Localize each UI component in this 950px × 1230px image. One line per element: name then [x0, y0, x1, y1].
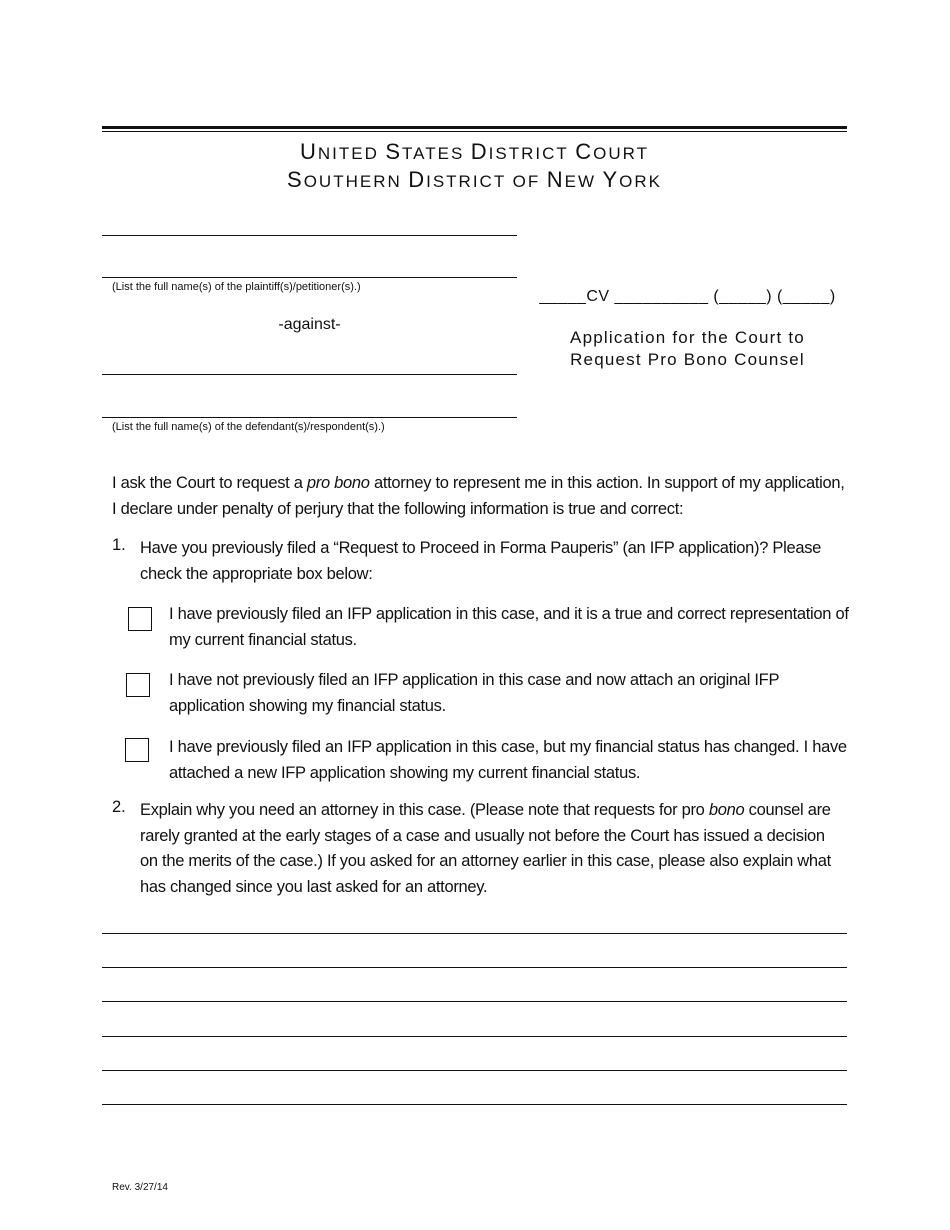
intro-paragraph — [112, 471, 847, 522]
defendant-name-line-1[interactable] — [102, 374, 517, 375]
answer-line-2[interactable] — [102, 967, 847, 968]
ifp-option-2-label: I have not previously filed an IFP application in this case and now attach an original IFP application showing my financial status. — [169, 671, 779, 715]
question-2-text-start: Explain why you need an attorney in this case. (Please note that requests for pro — [140, 801, 709, 819]
against-label: -against- — [278, 316, 341, 333]
question-1-number: 1. — [112, 536, 126, 554]
ifp-option-3-checkbox[interactable] — [125, 738, 149, 762]
intro-text-end: attorney to represent me in this action. In support of my application, I declare under penalty of perjury that the following information is true and correct: — [112, 474, 845, 518]
answer-line-5[interactable] — [102, 1070, 847, 1071]
answer-line-3[interactable] — [102, 1001, 847, 1002]
header-double-rule-thin — [102, 131, 847, 132]
ifp-option-1-checkbox[interactable] — [128, 607, 152, 631]
revision-date: Rev. 3/27/14 — [112, 1182, 168, 1193]
intro-pro-bono-italic: pro bono — [306, 474, 370, 492]
answer-line-4[interactable] — [102, 1036, 847, 1037]
ifp-option-3-label: I have previously filed an IFP application in this case, but my financial status has changed. I have attached a new IFP application showing my current financial status. — [169, 738, 847, 782]
ifp-option-1-label: I have previously filed an IFP application in this case, and it is a true and correct representation of my current financial status. — [169, 605, 849, 649]
court-name-line1: UNITED STATES DISTRICT COURT — [300, 139, 649, 164]
question-2-text — [140, 798, 845, 900]
application-title — [520, 327, 855, 371]
case-number-field[interactable]: _____CV __________ (_____) (_____) — [539, 288, 836, 305]
application-title-line2: Request Pro Bono Counsel — [570, 350, 805, 369]
defendant-name-line-2[interactable] — [102, 417, 517, 418]
defendant-hint: (List the full name(s) of the defendant(s)/respondent(s).) — [112, 421, 385, 433]
question-2-number: 2. — [112, 798, 126, 816]
plaintiff-name-line-2[interactable] — [102, 277, 517, 278]
question-1-text: Have you previously filed a “Request to Proceed in Forma Pauperis” (an IFP application)? Please check the appropriate box below: — [140, 539, 822, 583]
question-2-text-end: counsel are rarely granted at the early stages of a case and usually not before the Court has issued a decision on the merits of the case.) If you asked for an attorney earlier in this case, please also explain what has changed since you last asked for an attorney. — [140, 801, 831, 896]
header-double-rule-thick — [102, 126, 847, 129]
application-title-line1: Application for the Court to — [570, 328, 805, 347]
plaintiff-hint: (List the full name(s) of the plaintiff(s)/petitioner(s).) — [112, 281, 361, 293]
intro-text-start: I ask the Court to request a — [112, 474, 307, 492]
answer-line-1[interactable] — [102, 933, 847, 934]
ifp-option-2-checkbox[interactable] — [126, 673, 150, 697]
plaintiff-name-line-1[interactable] — [102, 235, 517, 236]
court-name-line2: SOUTHERN DISTRICT OF NEW YORK — [287, 167, 662, 192]
answer-line-6[interactable] — [102, 1104, 847, 1105]
question-2-bono-italic: bono — [708, 801, 745, 819]
